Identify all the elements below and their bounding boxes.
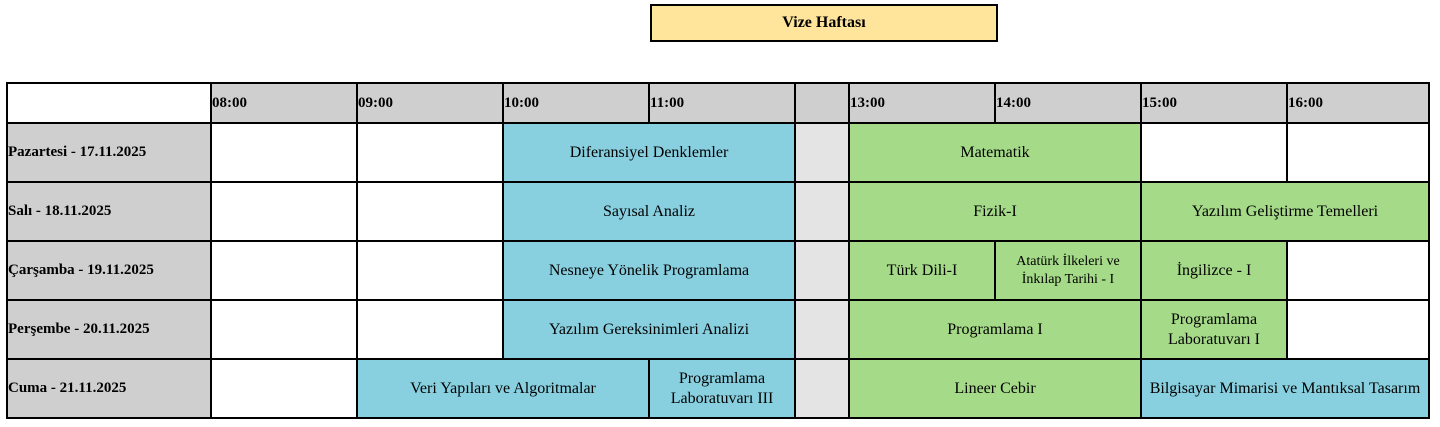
course-cell: Programlama I (849, 300, 1141, 359)
course-cell: Türk Dili-I (849, 241, 995, 300)
lunch-break-cell (795, 182, 849, 241)
course-cell: Lineer Cebir (849, 359, 1141, 418)
time-header-break (795, 83, 849, 123)
course-cell: Sayısal Analiz (503, 182, 795, 241)
course-cell: Atatürk İlkeleri ve İnkılap Tarihi - I (995, 241, 1141, 300)
course-cell: Yazılım Geliştirme Temelleri (1141, 182, 1429, 241)
lunch-break-cell (795, 241, 849, 300)
empty-slot (357, 182, 503, 241)
empty-slot (357, 123, 503, 182)
empty-slot (357, 241, 503, 300)
time-header-0900: 09:00 (357, 83, 503, 123)
course-cell: Matematik (849, 123, 1141, 182)
course-cell: Bilgisayar Mimarisi ve Mantıksal Tasarım (1141, 359, 1429, 418)
table-row (7, 182, 1429, 241)
corner-cell (7, 83, 211, 123)
day-label: Salı - 18.11.2025 (7, 182, 211, 241)
header-row (7, 83, 1429, 123)
empty-slot (211, 359, 357, 418)
time-header-1300: 13:00 (849, 83, 995, 123)
time-header-1400: 14:00 (995, 83, 1141, 123)
lunch-break-cell (795, 359, 849, 418)
lunch-break-cell (795, 123, 849, 182)
empty-slot (211, 300, 357, 359)
course-cell: Programlama Laboratuvarı III (649, 359, 795, 418)
time-header-1000: 10:00 (503, 83, 649, 123)
table-row (7, 123, 1429, 182)
empty-slot (211, 241, 357, 300)
course-cell: Programlama Laboratuvarı I (1141, 300, 1287, 359)
course-cell: Fizik-I (849, 182, 1141, 241)
table-row (7, 359, 1429, 418)
table-row (7, 241, 1429, 300)
empty-slot (1141, 123, 1287, 182)
empty-slot (1287, 123, 1429, 182)
time-header-1100: 11:00 (649, 83, 795, 123)
empty-slot (1287, 241, 1429, 300)
page-title: Vize Haftası (650, 4, 998, 42)
empty-slot (1287, 300, 1429, 359)
time-header-1600: 16:00 (1287, 83, 1429, 123)
course-cell: Diferansiyel Denklemler (503, 123, 795, 182)
course-cell: Yazılım Gereksinimleri Analizi (503, 300, 795, 359)
time-header-1500: 15:00 (1141, 83, 1287, 123)
empty-slot (211, 123, 357, 182)
day-label: Cuma - 21.11.2025 (7, 359, 211, 418)
day-label: Pazartesi - 17.11.2025 (7, 123, 211, 182)
course-cell: Nesneye Yönelik Programlama (503, 241, 795, 300)
lunch-break-cell (795, 300, 849, 359)
course-cell: Veri Yapıları ve Algoritmalar (357, 359, 649, 418)
time-header-0800: 08:00 (211, 83, 357, 123)
table-row (7, 300, 1429, 359)
day-label: Çarşamba - 19.11.2025 (7, 241, 211, 300)
exam-schedule-table (6, 82, 1430, 419)
empty-slot (211, 182, 357, 241)
day-label: Perşembe - 20.11.2025 (7, 300, 211, 359)
course-cell: İngilizce - I (1141, 241, 1287, 300)
empty-slot (357, 300, 503, 359)
